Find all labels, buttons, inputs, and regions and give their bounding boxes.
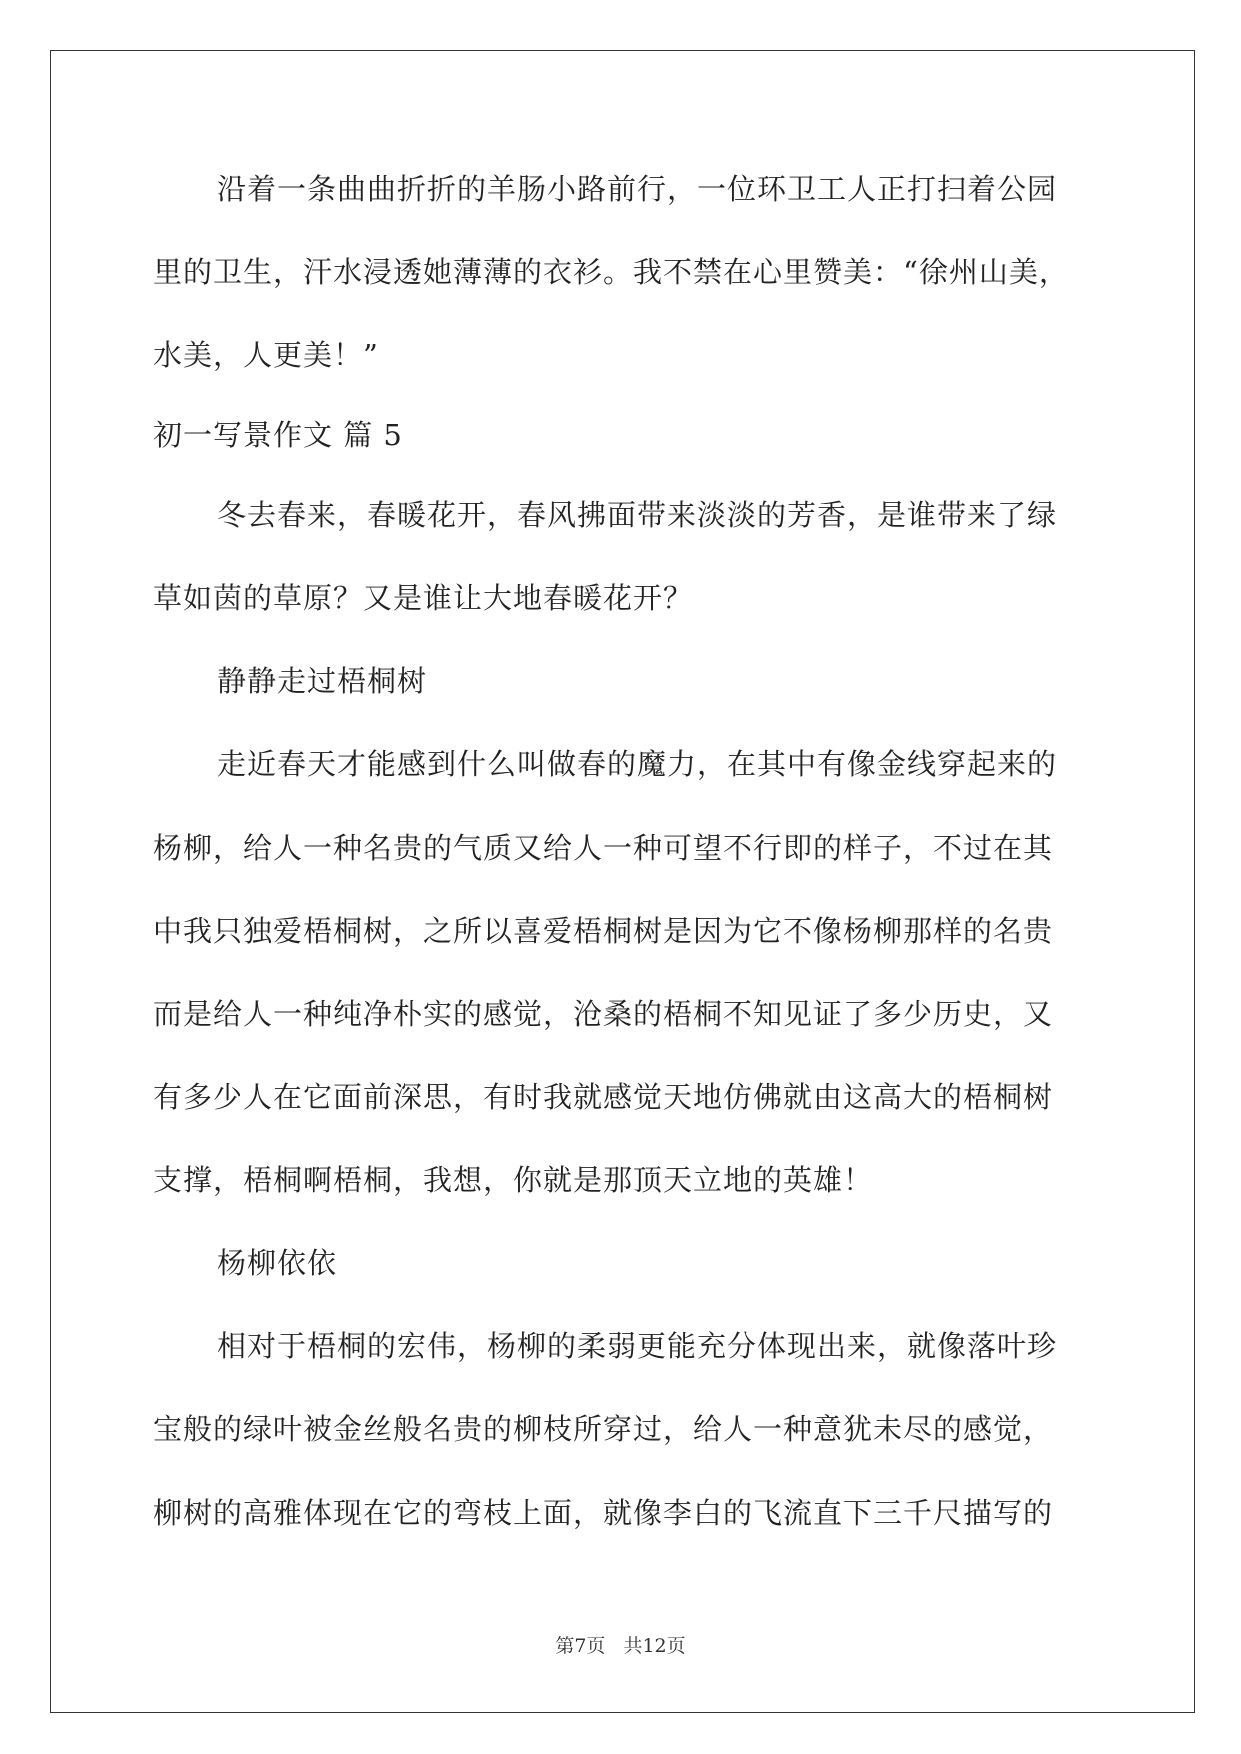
text-line: 里的卫生，汗水浸透她薄薄的衣衫。我不禁在心里赞美：“徐州山美， [153,255,1069,289]
text-line: 支撑，梧桐啊梧桐，我想，你就是那顶天立地的英雄！ [153,1163,874,1197]
subheading: 杨柳依依 [217,1246,338,1280]
page-footer [0,1634,1241,1658]
text-line: 中我只独爱梧桐树，之所以喜爱梧桐树是因为它不像杨柳那样的名贵 [153,914,1054,948]
section-heading: 初一写景作文 篇 5 [153,418,403,452]
text-line: 有多少人在它面前深思，有时我就感觉天地仿佛就由这高大的梧桐树 [153,1080,1054,1114]
subheading: 静静走过梧桐树 [217,664,428,698]
page-border [50,50,1195,1713]
text-line: 冬去春来，春暖花开，春风拂面带来淡淡的芳香，是谁带来了绿 [217,498,1058,532]
page-number: 第7页 [555,1635,606,1657]
text-line: 水美，人更美！” [153,338,379,372]
text-line: 相对于梧桐的宏伟，杨柳的柔弱更能充分体现出来，就像落叶珍 [217,1329,1058,1363]
text-line: 而是给人一种纯净朴实的感觉，沧桑的梧桐不知见证了多少历史，又 [153,997,1054,1031]
text-line: 杨柳，给人一种名贵的气质又给人一种可望不行即的样子，不过在其 [153,831,1054,865]
text-line: 走近春天才能感到什么叫做春的魔力，在其中有像金线穿起来的 [217,747,1058,781]
text-line: 柳树的高雅体现在它的弯枝上面，就像李白的飞流直下三千尺描写的 [153,1496,1054,1530]
page-total: 共12页 [623,1635,686,1657]
text-line: 草如茵的草原？又是谁让大地春暖花开？ [153,581,694,615]
text-line: 沿着一条曲曲折折的羊肠小路前行，一位环卫工人正打扫着公园 [217,172,1058,206]
text-line: 宝般的绿叶被金丝般名贵的柳枝所穿过，给人一种意犹未尽的感觉， [153,1412,1054,1446]
